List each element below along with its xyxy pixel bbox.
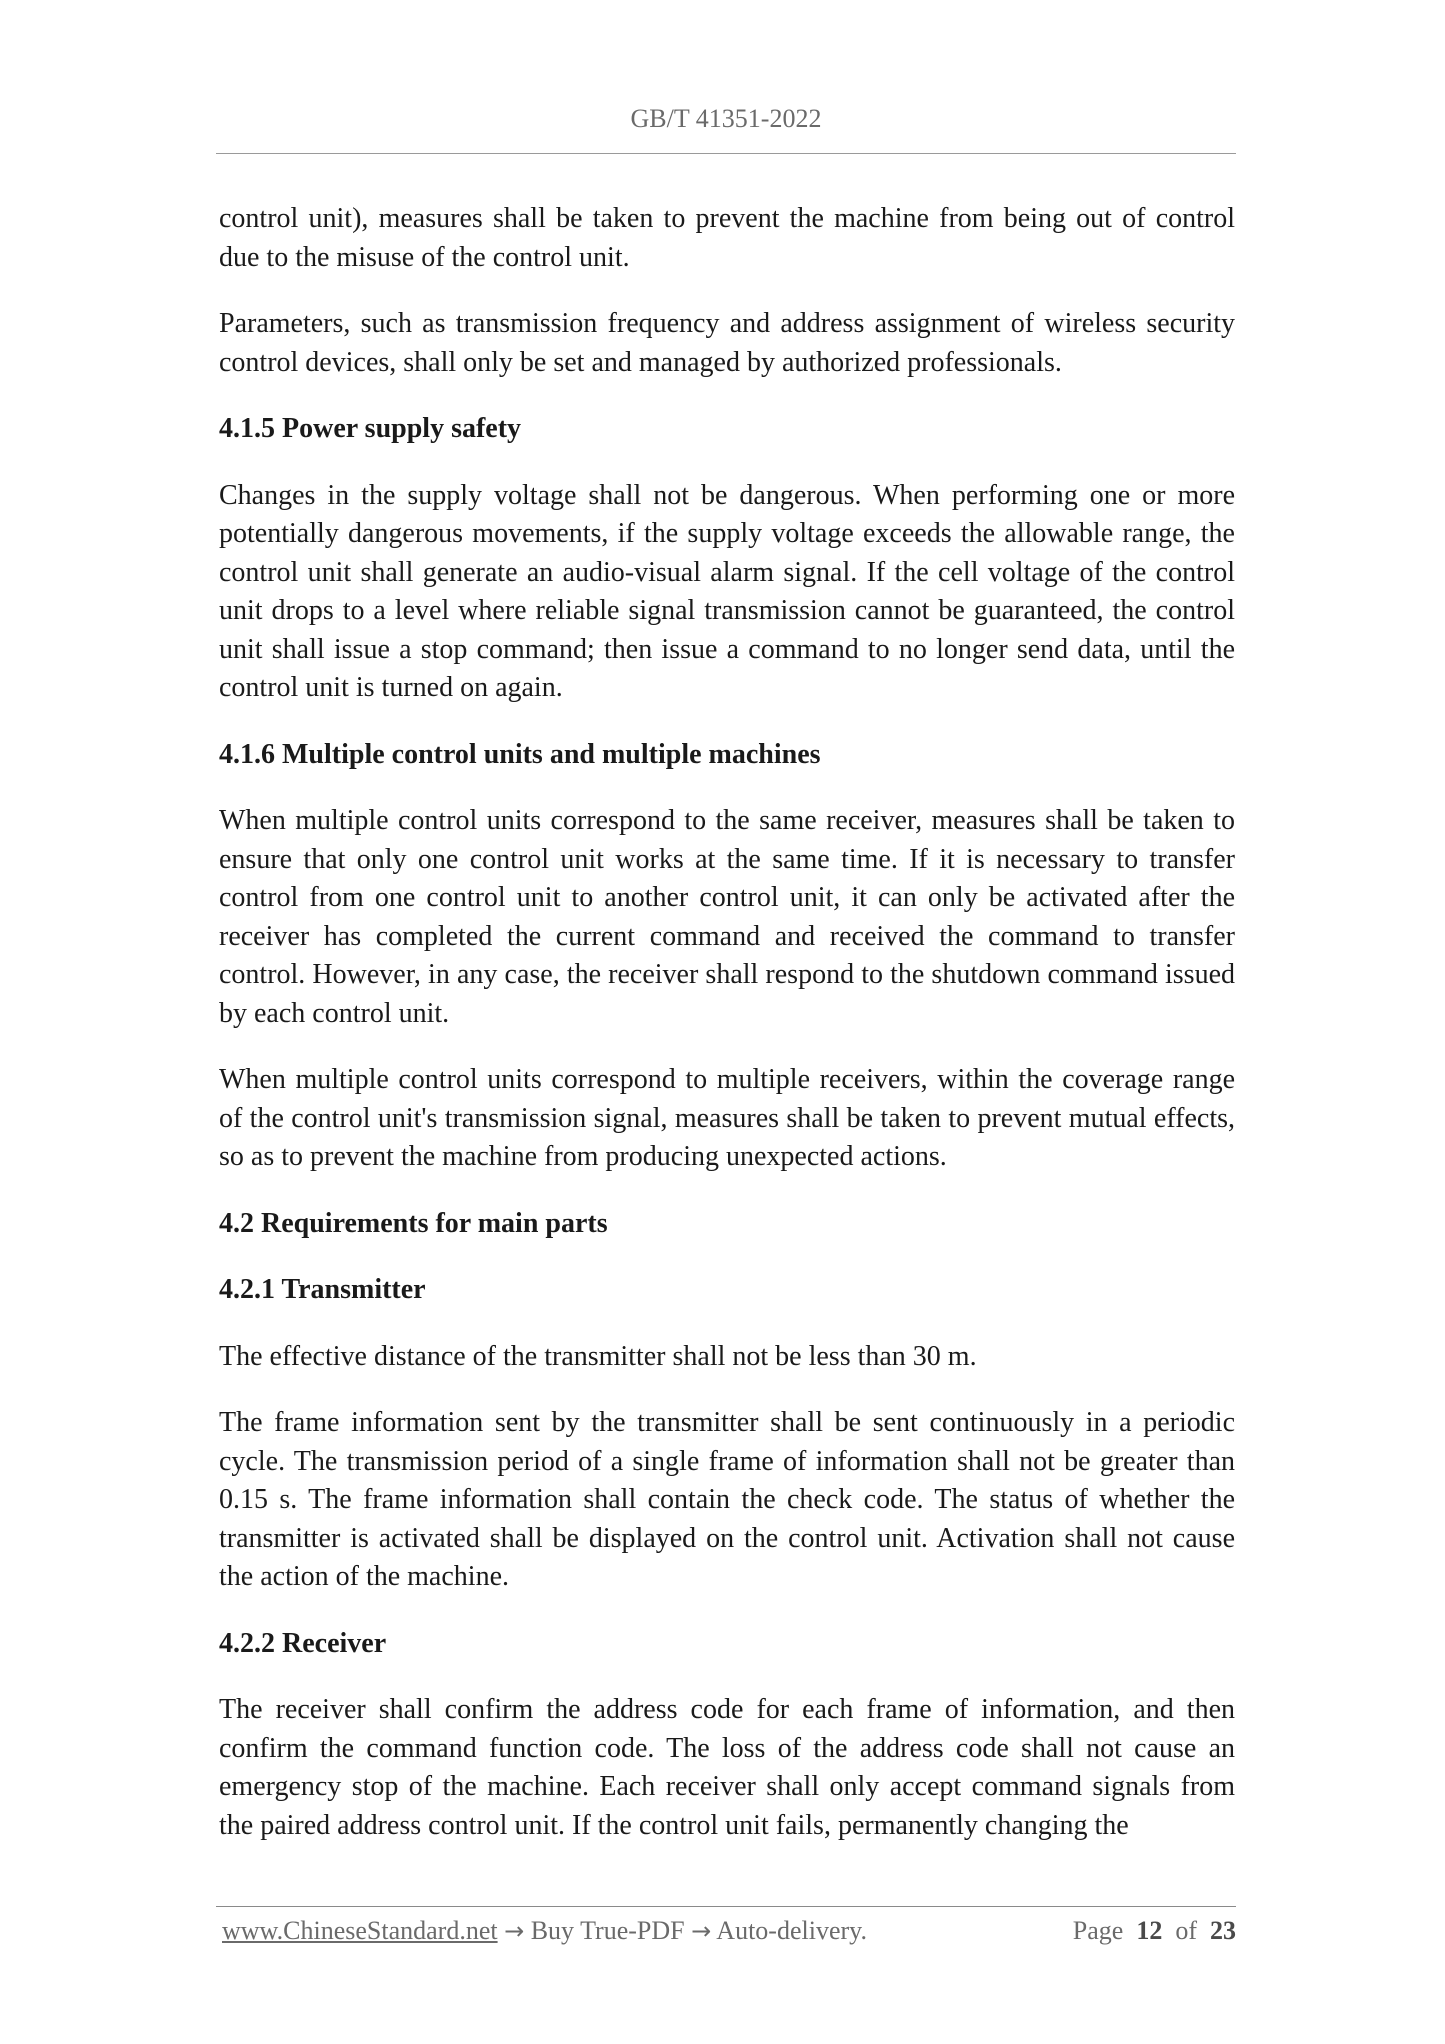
document-body xyxy=(219,200,1235,1873)
paragraph: When multiple control units correspond to the same receiver, measures shall be taken to ensure that only one control unit works at the same time. If it is necessary to transfer control from one control unit to another control unit, it can only be activated after the receiver has completed the current command and received the command to transfer control. However, in any case, the receiver shall respond to the shutdown command issued by each control unit. xyxy=(219,805,1235,1029)
section-heading-4-1-5: 4.1.5 Power supply safety xyxy=(219,413,522,444)
footer-promo xyxy=(222,1911,867,1951)
paragraph: Changes in the supply voltage shall not be dangerous. When performing one or more potentially dangerous movements, if the supply voltage exceeds the allowable range, the control unit shall generate an audio-visual alarm signal. If the cell voltage of the control unit drops to a level where reliable signal transmission cannot be guaranteed, the control unit shall issue a stop command; then issue a command to no longer send data, until the control unit is turned on again. xyxy=(219,479,1235,703)
section-heading-4-2-1: 4.2.1 Transmitter xyxy=(219,1274,426,1305)
paragraph: Parameters, such as transmission frequency and address assignment of wireless security control devices, shall only be set and managed by authorized professionals. xyxy=(219,308,1235,378)
buy-text: Buy True-PDF xyxy=(530,1916,685,1945)
arrow-right-icon: → xyxy=(504,1917,525,1945)
page-footer xyxy=(222,1911,1236,1951)
of-label: of xyxy=(1175,1916,1197,1945)
page-label: Page xyxy=(1072,1916,1124,1945)
header-divider xyxy=(216,153,1236,154)
paragraph: When multiple control units correspond to multiple receivers, within the coverage range of the control unit's transmission signal, measures shall be taken to prevent mutual effects, so as to prevent the machine from producing unexpected actions. xyxy=(219,1064,1235,1172)
arrow-right-icon: → xyxy=(691,1917,712,1945)
site-link[interactable]: www.ChineseStandard.net xyxy=(222,1916,498,1945)
page-total: 23 xyxy=(1210,1916,1236,1945)
delivery-text: Auto-delivery. xyxy=(716,1916,867,1945)
page-indicator xyxy=(1073,1911,1236,1951)
paragraph: control unit), measures shall be taken to prevent the machine from being out of control due to the misuse of the control unit. xyxy=(219,203,1235,273)
section-heading-4-1-6: 4.1.6 Multiple control units and multiple machines xyxy=(219,738,821,770)
paragraph: The frame information sent by the transmitter shall be sent continuously in a periodic cycle. The transmission period of a single frame of information shall not be greater than 0.15 s. The frame information shall contain the check code. The status of whether the transmitter is activated shall be displayed on the control unit. Activation shall not cause the action of the machine. xyxy=(219,1407,1235,1592)
paragraph: The effective distance of the transmitter shall not be less than 30 m. xyxy=(219,1340,977,1372)
paragraph: The receiver shall confirm the address code for each frame of information, and then confirm the command function code. The loss of the address code shall not cause an emergency stop of the machine. Each receiver shall only accept command signals from the paired address control unit. If the control unit fails, permanently changing the xyxy=(219,1694,1235,1841)
page-number: 12 xyxy=(1136,1916,1163,1945)
section-heading-4-2: 4.2 Requirements for main parts xyxy=(219,1207,608,1239)
page-header: GB/T 41351-2022 xyxy=(630,104,822,133)
footer-divider xyxy=(216,1906,1236,1907)
section-heading-4-2-2: 4.2.2 Receiver xyxy=(219,1627,387,1659)
